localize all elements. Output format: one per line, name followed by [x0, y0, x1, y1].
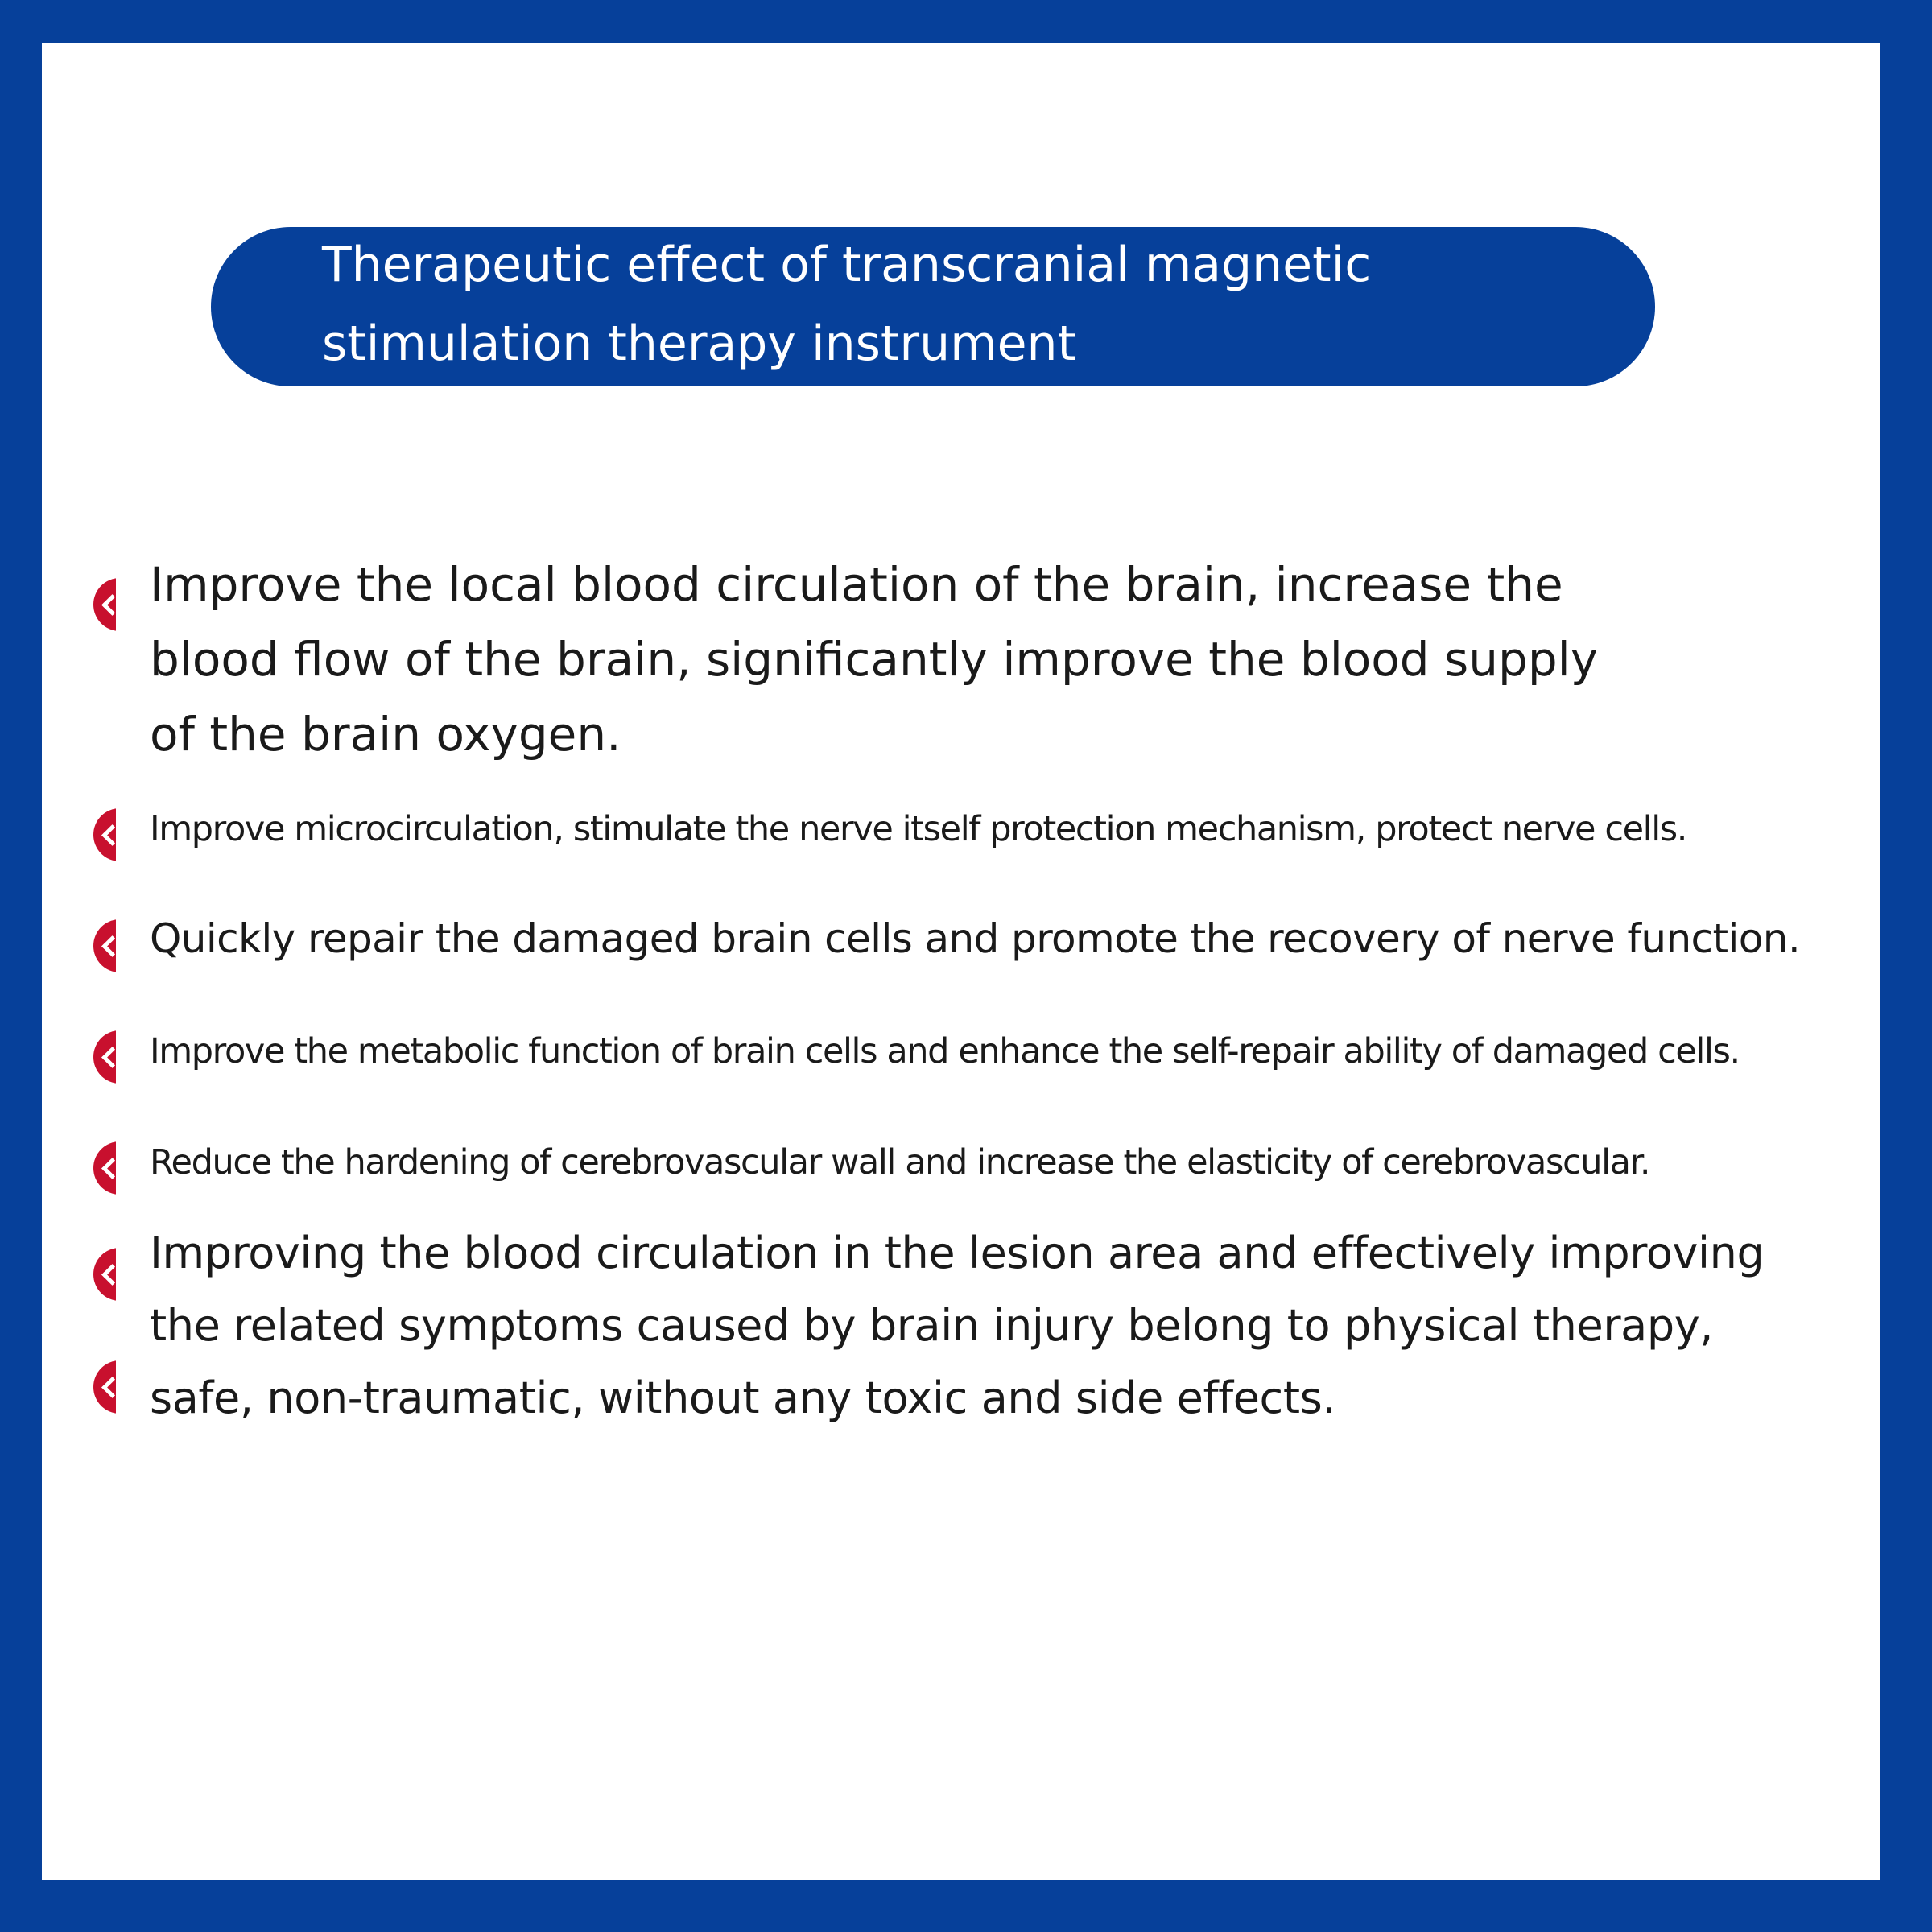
benefit-item-5: Reduce the hardening of cerebrovascular wall and increase the elasticity of cerebrovascular.	[150, 1142, 1650, 1183]
red-chevron-bullet-icon	[89, 919, 116, 972]
page-title: Therapeutic effect of transcranial magnetic stimulation therapy instrument	[322, 237, 1372, 372]
red-chevron-bullet-icon	[89, 1141, 116, 1195]
red-chevron-bullet-icon	[89, 1030, 116, 1084]
red-chevron-bullet-icon	[89, 1248, 116, 1301]
red-chevron-bullet-icon	[89, 808, 116, 861]
benefit-item-3: Quickly repair the damaged brain cells and promote the recovery of nerve function.	[150, 915, 1801, 962]
benefit-item-4: Improve the metabolic function of brain cells and enhance the self-repair ability of damaged cells.	[150, 1031, 1740, 1071]
benefit-item-2: Improve microcirculation, stimulate the nerve itself protection mechanism, protect nerve cells.	[150, 809, 1687, 849]
red-chevron-bullet-icon	[89, 1360, 116, 1414]
benefit-item-6: Improving the blood circulation in the lesion area and effectively improving the related symptoms caused by brain injury belong to physical therapy, safe, non-traumatic, without any toxic and side effects.	[150, 1228, 1765, 1423]
benefit-item-1: Improve the local blood circulation of the brain, increase the blood flow of the brain, significantly improve the blood supply of the brain oxygen.	[150, 557, 1599, 762]
red-chevron-bullet-icon	[89, 578, 116, 631]
